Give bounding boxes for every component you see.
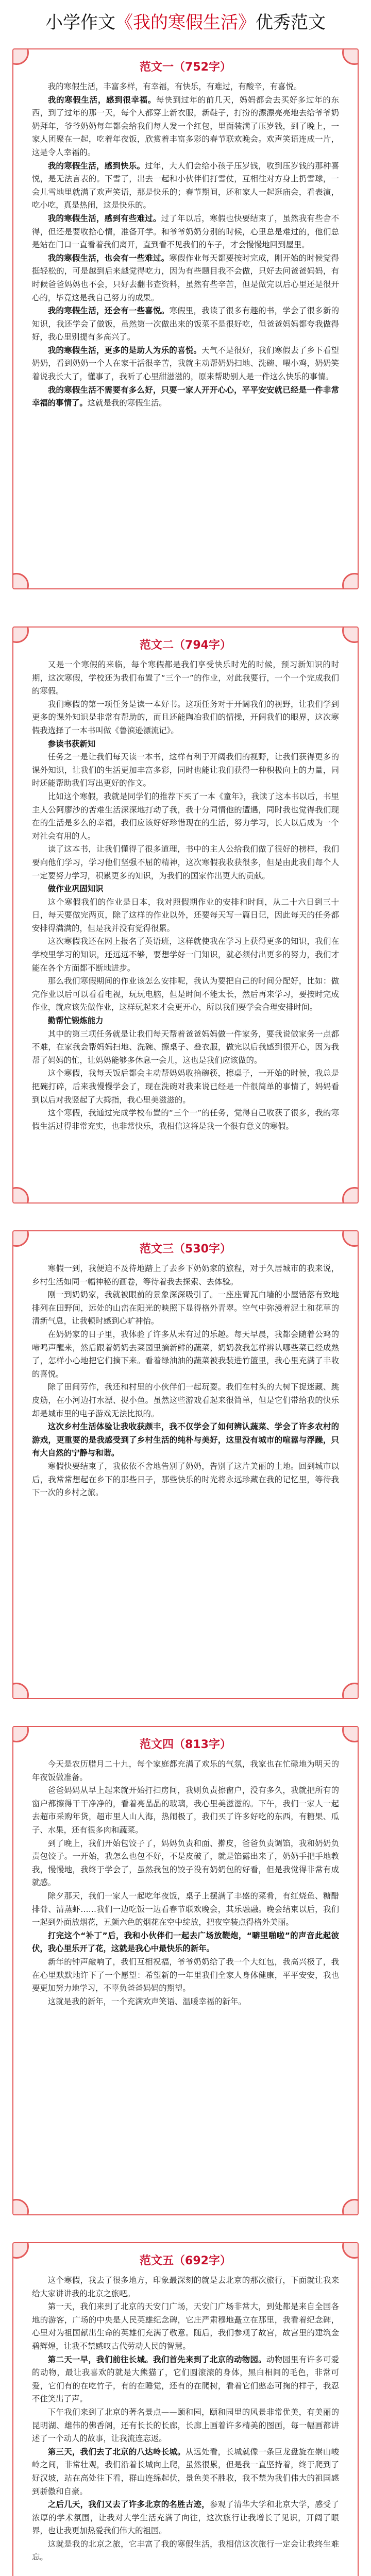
- paragraph-text: 第一天，我们来到了北京的天安门广场，天安门广场非常大，到处都是来自全国各地的游客，广场的中央是人民英雄纪念碑，它庄严肃穆地矗立在那里，我看着纪念碑，心里对为祖国献出生命的英雄们充满了敬意。随后，我们参观了故宫，故宫里的建筑金碧辉煌，让我不禁感叹古代劳动人民的智慧。: [32, 2302, 339, 2351]
- essay-heading: 范文三（530字）: [140, 1243, 231, 1256]
- essay-paragraph: [32, 304, 339, 344]
- corner-ornament: [342, 1230, 359, 1247]
- essay-paragraph: [32, 883, 339, 896]
- paragraph-lead: 打完这个“补丁”后，我和小伙伴们一起去广场放鞭炮，“噼里啪啦”的声音此起彼伏，我心里乐开了花，这就是我心中最快乐的新年。: [32, 1930, 339, 1954]
- essay-paragraph: [32, 1067, 339, 1107]
- essay-paragraph: [32, 2300, 339, 2353]
- essay-paragraph: [32, 212, 339, 252]
- essay-paragraph: [32, 1837, 339, 1890]
- essay-list: [0, 48, 371, 2576]
- essay-paragraph: [32, 843, 339, 883]
- paragraph-lead: 第二天一早，我们前往长城。我们首先来到了北京的动物园。: [47, 2354, 266, 2364]
- paragraph-text: 刚一到奶奶家，我就被眼前的景象深深吸引了。一座座青瓦白墙的小屋错落有致地排列在田野间，远处的山峦在阳光的映照下显得格外青翠。空气中弥漫着泥土和花草的清新气息，让我顿时感到心旷神怡。: [32, 1290, 339, 1326]
- paragraph-text: 那么我们寒假期间的作业该怎么安排呢，我认为要把自己的时间分配好，比如：做完作业以后可以看看电视，玩玩电脑，但是时间不能太长，然后再来学习，要按时完成作业，就应该先做作业，这样玩起来才会更开心，所以我们要学会合理安排时间。: [32, 976, 339, 1012]
- essay-paragraph: [32, 738, 339, 751]
- paragraph-lead: 之后几天，我们又去了许多北京的名胜古迹，: [47, 2500, 210, 2510]
- title-prefix: 小学作文: [45, 12, 115, 33]
- corner-ornament: [342, 1683, 359, 1699]
- paragraph-text: 新年的钟声敲响了，我们互相祝福，爷爷奶奶给了我一个大红包，我高兴极了，我在心里默默地许下了一个愿望：希望新的一年里我们全家人身体健康，平平安安，我也要更加努力地学习，不辜负爸爸妈妈的期望。: [32, 1957, 339, 1993]
- essay-heading: 范文二（794字）: [140, 639, 231, 652]
- paragraph-text: 这个寒假，我通过完成学校布置的“三个一”的任务，觉得自己收获了很多，我的寒假生活过得非常充实，也非常快乐，我相信这将是我一个很有意义的寒假。: [32, 1108, 339, 1131]
- essay-paragraph: [32, 1758, 339, 1784]
- paragraph-text: 过了年以后，寒假也快要结束了，虽然我有些舍不得，但还是要收拾心情，准备开学。和爷爷奶奶分别的时候，心里总是难过的，他们总是站在门口一直看着我们离开，直到看不见我们的车子，才会慢慢地回到屋里。: [32, 213, 339, 250]
- essay-paragraph: [32, 2406, 339, 2446]
- essay-paragraph: [32, 698, 339, 738]
- corner-ornament: [342, 2199, 359, 2215]
- paragraph-text: 这个寒假，我每天饭后都会主动帮妈妈收拾碗筷，擦桌子，一开始的时候，我总是把碗打碎，后来我慢慢学会了，现在洗碗对我来说已经是一件很简单的事情了，妈妈看到以后对我竖起了大拇指，我心里美滋滋的。: [32, 1069, 339, 1105]
- essay-paragraph: [32, 1460, 339, 1500]
- corner-ornament: [12, 2242, 29, 2259]
- paragraph-text: 读了这本书，让我们懂得了很多道理，书中的主人公给我们做了很好的榜样，我们要向他们学习，学习他们坚强不屈的精神，这次寒假我收获很多，但是由此我们每个人一定要努力学习，积累更多的知识，为我们的国家作出更大的贡献。: [32, 844, 339, 880]
- corner-ornament: [342, 1187, 359, 1204]
- essay-card: [12, 1230, 359, 1699]
- essay-paragraph: [32, 252, 339, 304]
- essay-paragraph: [32, 1289, 339, 1328]
- essay-paragraph: [32, 1929, 339, 1956]
- essay-paragraph: [32, 2498, 339, 2538]
- paragraph-text: 我们寒假的第一项任务是读一本好书。这项任务对于开阔我们的视野，让我们学到更多的课外知识是非常有帮助的，而且还能陶冶我们的情操，开阔我们的眼界，这次寒假我选择了一本书叫做《鲁滨逊漂流记》。: [32, 699, 339, 735]
- essay-paragraph: [32, 751, 339, 790]
- essay-paragraph: [32, 1014, 339, 1028]
- essay-card: [12, 1726, 359, 2215]
- paragraph-text: 天气不是很好，我们寒假去了乡下看望奶奶，看到奶奶一个人在家干活很辛苦，我就主动帮奶奶扫地、洗碗、喂小鸡，奶奶笑着说我长大了，懂事了，我听了心里甜滋滋的，原来帮助别人是一件这么快乐的事情。: [32, 345, 339, 382]
- essay-paragraph: [32, 1956, 339, 1995]
- essay-paragraph: [32, 2446, 339, 2498]
- paragraph-text: 其中的第三项任务就是让我们每天帮着爸爸妈妈做一件家务，要我说做家务一点都不难，在家我会帮妈妈扫地、洗碗、擦桌子、叠衣服，做完以后我感到很开心，因为我帮了妈妈的忙，让妈妈能够多休息一会儿，这也是我们应该做的。: [32, 1029, 339, 1065]
- paragraph-lead: 我的寒假生活，还会有一些喜悦。: [47, 306, 170, 316]
- essay-card: [12, 48, 359, 589]
- paragraph-text: 动物园里有许多可爱的动物，最让我喜欢的就是大熊猫了，它们圆滚滚的身体，黑白相间的毛色，非常可爱，它们有的在吃竹子，有的在睡觉，还有的在爬树，看着它们憨态可掬的样子，我忍不住笑出了声。: [32, 2354, 339, 2404]
- paragraph-text: 每快到过年的前几天，妈妈都会去买好多过年的东西，到了过年的那一天，每个人都穿上新衣服，新鞋子，打扮的漂漂亮亮地去给爷爷奶奶拜年，爷爷奶奶每年都会给我们每人发一个红包，里面装满了压岁钱，到了晚上，一家人团聚在一起，吃着年夜饭，欣赏着丰富多彩的春节联欢晚会。欢声笑语连成一片，这是令人幸福的。: [32, 95, 339, 157]
- essay-heading: 范文四（813字）: [140, 1738, 231, 1751]
- paragraph-text: 这个寒假，我去了很多地方，印象最深刻的就是去北京的那次旅行，下面就让我来给大家讲讲我的北京之旅吧。: [32, 2276, 339, 2298]
- essay-paragraph: [32, 1381, 339, 1420]
- paragraph-lead: 这次乡村生活体验让我收获颇丰，我不仅学会了如何辨认蔬菜、学会了许多农村的游戏，更重要的是我感受到了乡村生活的纯朴与美好，这里没有城市的喧嚣与浮躁，只有大自然的宁静与和谐。: [32, 1422, 339, 1458]
- essay-paragraph: [32, 935, 339, 975]
- paragraph-lead: 我的寒假生活，感到很幸福。: [47, 95, 157, 105]
- paragraph-text: 除夕那天，我们一家人一起吃年夜饭，桌子上摆满了丰盛的菜肴，有红烧鱼、糖醋排骨、清蒸虾……我们一边吃饭一边看春节联欢晚会，其乐融融。晚会结束以后，我们一起到外面放烟花，五颜六色的烟花在空中绽放，把夜空装点得格外美丽。: [32, 1891, 339, 1927]
- paragraph-text: 从远处看，长城就像一条巨龙盘旋在崇山峻岭之间，非常壮观，我们沿着长城向上爬，虽然很累，但是我一直坚持着，终于爬到了好汉坡，站在高处往下看，群山连绵起伏，景色美不胜收，我不禁为我们伟大的祖国感到骄傲和自豪。: [32, 2447, 339, 2496]
- essay-paragraph: [32, 1784, 339, 1837]
- paragraph-lead: 第三天，我们去了北京的八达岭长城。: [47, 2447, 185, 2456]
- essay-heading: 范文一（752字）: [140, 61, 231, 74]
- paragraph-text: 这就是我的北京之旅，它丰富了我的寒假生活，我相信这次旅行一定会让我终生难忘。: [32, 2539, 339, 2562]
- title-suffix: 优秀范文: [256, 12, 326, 33]
- paragraph-text: 这个寒假我们的作业是日本，我对照假期作业的安排和时间，从二十六日到三十日，每天要做完两页，除了这样的作业以外，还要每天写一篇日记，因此每天的任务都安排得满满的，但是我并没有觉得很累。: [32, 897, 339, 933]
- essay-paragraph: [32, 790, 339, 843]
- essay-card: [12, 626, 359, 1204]
- essay-paragraph: [32, 1420, 339, 1460]
- paragraph-lead: 参读书获新知: [47, 739, 96, 749]
- corner-ornament: [12, 48, 29, 65]
- paragraph-text: 今天是农历腊月二十九，每个家庭都充满了欢乐的气氛，我家也在忙碌地为明天的年夜饭做准备。: [32, 1759, 339, 1782]
- document-title: [0, 10, 371, 35]
- corner-ornament: [12, 626, 29, 643]
- paragraph-text: 比如这个寒假，我就是同学们的推荐下买了一本《童年》，我读了这本书以后，书里主人公阿廖沙的苦难生活深深地打动了我，我十分同情他的遭遇，同时我也觉得我们现在的生活是多么的幸福，我们应该好好珍惜现在的生活，努力学习，长大以后成为一个对社会有用的人。: [32, 791, 339, 841]
- essay-paragraph: [32, 1890, 339, 1929]
- paragraph-text: 在奶奶家的日子里，我体验了许多从未有过的乐趣。每天早晨，我都会随着公鸡的啼鸣声醒来，然后跟着奶奶去菜园里摘新鲜的蔬菜，奶奶教我怎样辨认哪些菜已经成熟了，怎样小心地把它们摘下来。看着绿油油的蔬菜被我装进竹篮里，我心里充满了丰收的喜悦。: [32, 1329, 339, 1379]
- paragraph-text: 过年，大人们会给小孩子压岁钱，收到压岁钱的那种喜悦，是无法言表的。下雪了，出去一起和小伙伴们打雪仗，互相往对方身上扔雪球，一会儿雪地里就满了欢声笑语，那是快乐的；春节期间，还和家人一起逛庙会，看表演，吃小吃，真是热闹，这是快乐的。: [32, 161, 339, 210]
- essay-heading: 范文五（692字）: [140, 2255, 231, 2267]
- essay-paragraph: [32, 2353, 339, 2406]
- corner-ornament: [342, 573, 359, 589]
- essay-paragraph: [32, 1262, 339, 1289]
- corner-ornament: [12, 1187, 29, 1204]
- essay-paragraph: [32, 658, 339, 698]
- corner-ornament: [12, 1726, 29, 1742]
- paragraph-text: 这就是我的新年，一个充满欢声笑语、温暖幸福的新年。: [47, 1996, 246, 2006]
- essay-paragraph: [32, 975, 339, 1014]
- paragraph-text: 寒假里，我读了很多有趣的书，学会了很多新的知识，我还学会了做饭，虽然第一次做出来的饭菜不是很好吃，但爸爸妈妈都夸我做得好，我心里别提有多高兴了。: [32, 306, 339, 342]
- paragraph-text: 我的寒假生活，丰富多样，有幸福，有快乐，有难过，有酸辛，有喜悦。: [47, 82, 302, 91]
- corner-ornament: [342, 626, 359, 643]
- corner-ornament: [342, 1726, 359, 1742]
- paragraph-text: 参观了清华大学和北京大学，感受了浓厚的学术氛围，让我对大学生活充满了向往，这次旅行让我增长了见识，开阔了眼界，也让我更加热爱我们伟大的祖国。: [32, 2500, 339, 2536]
- essay-paragraph: [32, 344, 339, 384]
- paragraph-lead: 勤帮忙锻炼能力: [47, 1016, 104, 1026]
- paragraph-text: 寒假一到，我便迫不及待地踏上了去乡下奶奶家的旅程，对于久居城市的我来说，乡村生活如同一幅神秘的画卷，等待着我去探索、去体验。: [32, 1264, 339, 1286]
- essay-paragraph: [32, 1028, 339, 1067]
- corner-ornament: [342, 48, 359, 65]
- corner-ornament: [12, 573, 29, 589]
- corner-ornament: [12, 1230, 29, 1247]
- essay-paragraph: [32, 2538, 339, 2564]
- paragraph-lead: 做作业巩固知识: [47, 884, 104, 894]
- paragraph-text: 这次寒假我还在网上报名了英语班，这样就使我在学习上获得更多的知识，我们在学校里学习的知识，还远远不够，要想学好一门知识，就必须付出更多的努力，我们才能在各个方面都不断地进步。: [32, 937, 339, 973]
- paragraph-lead: 我的寒假生活，感到快乐。: [47, 161, 145, 171]
- paragraph-lead: 我的寒假生活不需要有多么好，只要一家人开开心心，平平安安就已经是一件非常幸福的事情了。: [32, 385, 339, 408]
- paragraph-text: 除了田间劳作，我还和村里的小伙伴们一起玩耍。我们在村头的大树下捉迷藏、跳皮筋，在小河边打水漂、捉小鱼。虽然这些游戏看起来很简单，但是它们带给我的快乐却是城市里的电子游戏无法比拟的。: [32, 1382, 339, 1418]
- essay-paragraph: [32, 1328, 339, 1381]
- paragraph-text: 寒假快要结束了，我依依不舍地告别了奶奶，告别了这片美丽的土地。回到城市以后，我常常想起在乡下的那些日子，那些快乐的时光将永远珍藏在我的记忆里，等待我下一次的乡村之旅。: [32, 1461, 339, 1498]
- paragraph-text: 又是一个寒假的来临，每个寒假都是我们享受快乐时光的时候，预习新知识的时期，这次寒假，学校还为我们布置了“三个一”的作业，对此我要行，一个一个完成我们的寒假。: [32, 660, 339, 696]
- corner-ornament: [12, 2199, 29, 2215]
- essay-card: [12, 2242, 359, 2576]
- paragraph-text: 爸爸妈妈从早上起来就开始打扫房间，我则负责擦窗户，没有多久，我就把所有的窗户都擦得干干净净的，看着亮晶晶的玻璃，我心里美滋滋的。下午，我们一家人一起去超市采购年货，超市里人山人海，热闹极了，我们买了许多好吃的东西，有糖果、瓜子、水果，还有很多肉和蔬菜。: [32, 1786, 339, 1835]
- paragraph-lead: 我的寒假生活，也会有一些难过。: [47, 253, 170, 263]
- essay-paragraph: [32, 80, 339, 94]
- essay-paragraph: [32, 94, 339, 160]
- paragraph-lead: 我的寒假生活，感到有些难过。: [47, 213, 161, 223]
- paragraph-text: 到了晚上，我们开始包饺子了，妈妈负责和面、擀皮，爸爸负责调馅，我和奶奶负责包饺子。一开始，我怎么也包不好，不是皮破了，就是馅露出来了，奶奶手把手地教我，慢慢地，我终于学会了，虽然我包的饺子没有奶奶包的好看，但是我觉得非常有成就感。: [32, 1838, 339, 1888]
- essay-paragraph: [32, 2274, 339, 2300]
- paragraph-text: 这就是我的寒假生活。: [87, 398, 167, 408]
- paragraph-lead: 我的寒假生活，更多的是助人为乐的喜悦。: [47, 345, 202, 355]
- essay-paragraph: [32, 896, 339, 936]
- essay-paragraph: [32, 1995, 339, 2009]
- essay-paragraph: [32, 1107, 339, 1133]
- essay-paragraph: [32, 160, 339, 212]
- paragraph-text: 任务之一是让我们每天读一本书，这样有利于开阔我们的视野，让我们获得更多的课外知识，让我们的生活更加丰富多彩，同时也能让我们获得一种积极向上的力量，同时还能帮助我们写出更好的作文。: [32, 752, 339, 788]
- paragraph-text: 下午我们来到了北京的著名景点——颐和园，颐和园里的风景非常优美，有美丽的昆明湖、雄伟的佛香阁，还有长长的长廊，长廊上画着许多精美的图画，每一幅画都讲述了一个动人的故事，让我流连忘返。: [32, 2407, 339, 2444]
- paragraph-text: 寒假作业每天都要按时完成，刚开始的时候觉得挺轻松的，可是越到后来越觉得吃力，因为有些题目我不会做，只好去问爸爸妈妈，有时候爸爸妈妈也不会，只好去翻书查资料，虽然有些辛苦，但是做完以后心里还是很开心的，毕竟这是我自己努力的成果。: [32, 253, 339, 302]
- title-emphasis: 《我的寒假生活》: [115, 12, 256, 33]
- essay-paragraph: [32, 384, 339, 410]
- corner-ornament: [12, 1683, 29, 1699]
- corner-ornament: [342, 2242, 359, 2259]
